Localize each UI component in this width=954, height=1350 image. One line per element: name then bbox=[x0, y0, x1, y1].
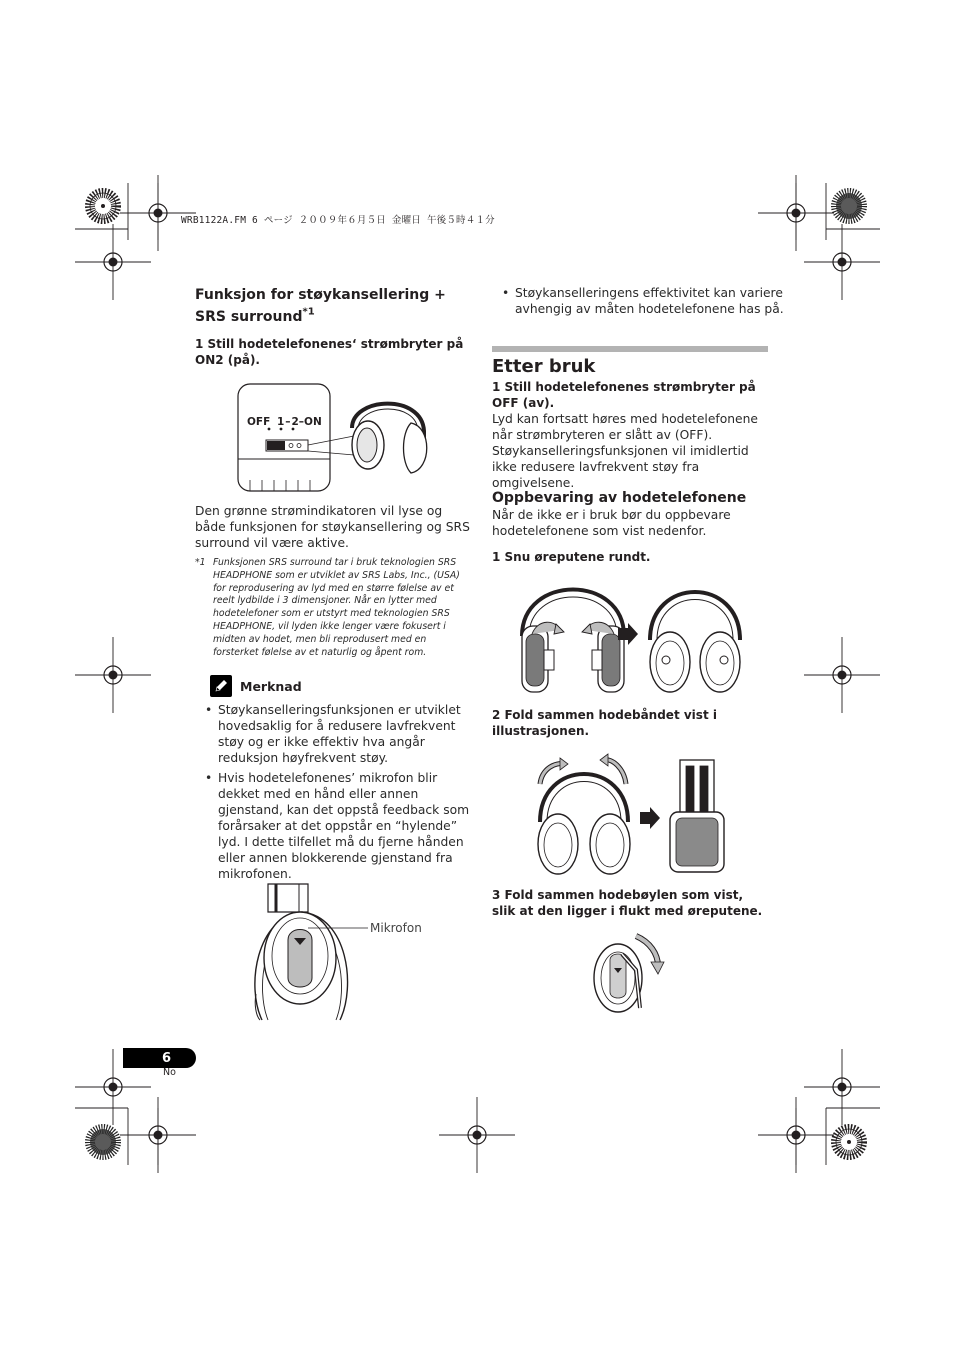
left-step-1: 1 Still hodetelefonenes‘ strømbryter på ON2 (på). bbox=[195, 337, 464, 367]
power-switch-illustration bbox=[236, 383, 431, 495]
storage-title: Oppbevaring av hodetelefonene bbox=[492, 490, 747, 506]
switch-label-off: OFF bbox=[247, 416, 271, 428]
left-section-title bbox=[195, 284, 470, 328]
note-bullet-1: • Støykanselleringsfunksjonen er utviklet hovedsaklig for å redusere lavfrekvent støy og er ikke effektiv hva angår reduksjon høyfrekvent støy. bbox=[205, 703, 461, 765]
note-bullet-2: • Hvis hodetelefonenes’ mikrofon blir dekket med en hånd eller annen gjenstand, kan det oppstå feedback som forårsaker at det oppstår en “hylende” lyd. I dette tilfellet må du fjerne hånden eller annen blokkerende gjenstand fra mikrofonen. bbox=[205, 771, 470, 881]
storage-step-2: 2 Fold sammen hodebåndet vist i illustrasjonen. bbox=[492, 708, 717, 738]
section-rule bbox=[492, 346, 768, 352]
fold-step3-illustration bbox=[588, 930, 670, 1018]
after-use-title: Etter bruk bbox=[492, 356, 596, 377]
note-heading bbox=[210, 674, 302, 698]
note-bullet-2-text: Hvis hodetelefonenes’ mikrofon blir dekket med en hånd eller annen gjenstand, kan det oppstå feedback som forårsaker at det oppstår en “hylende” lyd. I dette tilfellet må du fjerne hånden eller annen blokkerende gjenstand fra mikrofonen. bbox=[218, 771, 470, 881]
switch-label-2on: 2–ON bbox=[291, 416, 322, 428]
print-header: WRB1122A.FM 6 ページ ２００９年６月５日 金曜日 午後５時４１分 bbox=[181, 215, 495, 226]
language-code: No bbox=[163, 1067, 176, 1078]
right-top-bullet: • Støykanselleringens effektivitet kan variere avhengig av måten hodetelefonene has på. bbox=[502, 286, 784, 316]
switch-label-1: 1 bbox=[276, 416, 285, 428]
right-step-1: 1 Still hodetelefonenes strømbryter på OFF (av). bbox=[492, 380, 756, 410]
page-number: 6 bbox=[161, 1050, 172, 1066]
storage-paragraph: Når de ikke er i bruk bør du oppbevare hodetelefonene som vist nedenfor. bbox=[492, 508, 731, 538]
note-bullet-1-text: Støykanselleringsfunksjonen er utviklet hovedsaklig for å redusere lavfrekvent støy og er ikke effektiv hva angår reduksjon høyfrekvent støy. bbox=[218, 703, 461, 765]
green-indicator-paragraph: Den grønne strømindikatoren vil lyse og både funksjonen for støykansellering og SRS surround vil være aktive. bbox=[195, 504, 470, 550]
footnote-text: Funksjonen SRS surround tar i bruk teknologien SRS HEADPHONE som er utviklet av SRS Labs, Inc., (USA) for reprodusering av lyd med en større følelse av et reelt lydbilde i 3 dimensjoner. Når en lytter med hodetelefoner som er utstyrt med teknologien SRS HEADPHONE, vil lyden ikke lenger være fokusert i midten av hodet, men bli reprodusert med en forsterket følelse av et naturlig og åpent rom. bbox=[213, 557, 460, 658]
mic-label: Mikrofon bbox=[370, 921, 422, 935]
footnote-ref: *1 bbox=[302, 306, 315, 318]
fold-step1-illustration bbox=[514, 578, 744, 696]
note-bullet-list bbox=[195, 702, 470, 882]
left-section-title-text: Funksjon for støykansellering + SRS surround bbox=[195, 287, 446, 325]
microphone-illustration bbox=[252, 882, 452, 1022]
fold-step2-illustration bbox=[530, 752, 740, 876]
note-title: Merknad bbox=[240, 678, 302, 694]
page-number-badge bbox=[123, 1048, 196, 1068]
off-paragraph: Lyd kan fortsatt høres med hodetelefonene når strømbryteren er slått av (OFF). Støykanselleringsfunksjonen vil imidlertid ikke redusere lavfrekvent støy fra omgivelsene. bbox=[492, 412, 758, 490]
storage-step-1: 1 Snu øreputene rundt. bbox=[492, 550, 651, 564]
pencil-icon bbox=[210, 675, 232, 697]
storage-step-3: 3 Fold sammen hodebøylen som vist, slik at den ligger i flukt med øreputene. bbox=[492, 888, 763, 918]
footnote-mark: *1 bbox=[195, 557, 206, 568]
right-top-bullet-text: Støykanselleringens effektivitet kan variere avhengig av måten hodetelefonene has på. bbox=[515, 286, 784, 316]
switch-labels: OFF 1–2–ON bbox=[247, 416, 322, 428]
footnote bbox=[195, 557, 470, 659]
